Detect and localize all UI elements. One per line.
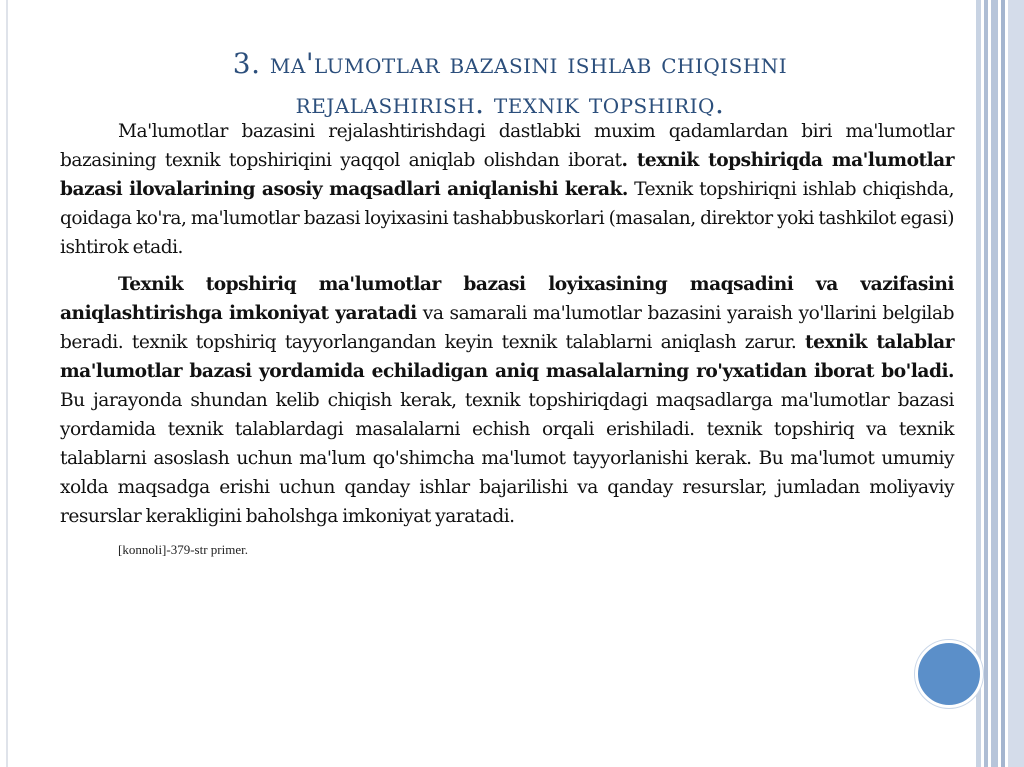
slide-title-line-2: rejalashirish. texnik topshiriq. [295,87,725,120]
frame-stripe [1001,0,1005,767]
slide-title-line-1: 3. ma'lumotlar bazasini ishlab chiqishni [232,47,788,80]
paragraph-1-text: Ma'lumotlar bazasini rejalashtirishdagi dastlabki muxim qadamlardan biri ma'lumotlar bazasining texnik topshiriqini yaqqol aniqlab olishdan iborat [60,121,954,171]
paragraph-1-text-end: Texnik topshiriqni ishlab chiqishda, qoidaga ko'ra, ma'lumotlar bazasi loyixasini tashabbuskorlari (masalan, direktor yoki tashkilot egasi) ishtirok etadi. [60,179,954,258]
paragraph-2-bold-lead: Texnik topshiriq ma'lumotlar bazasi loyixasining maqsadini va vazifasini aniqlashtirishga imkoniyat yaratadi [60,274,954,324]
paragraph-1 [60,117,954,262]
paragraph-2-bold-text: texnik talablar ma'lumotlar bazasi yordamida echiladigan aniq masalalarning ro'yxatidan iborat bo'ladi. [60,332,954,382]
frame-stripe [984,0,988,767]
frame-stripe [1008,0,1024,767]
slide-title [60,44,960,124]
paragraph-2-text-end: Bu jarayonda shundan kelib chiqish kerak, texnik topshiriqdagi maqsadlarga ma'lumotlar bazasi yordamida texnik talablardagi masalalarni echish orqali erishiladi. texnik topshiriq va texnik talablarni asoslash uchun ma'lum qo'shimcha ma'lumot tayyorlanishi kerak. Bu ma'lumot umumiy xolda maqsadga erishi uchun qanday ishlar bajarilishi va qanday resurslar, jumladan moliyaviy resurslar kerakligini baholshga imkoniyat yaratadi. [60,390,954,527]
paragraph-2 [60,270,954,531]
paragraph-2-text: va samarali ma'lumotlar bazasini yaraish yo'llarini belgilab beradi. texnik topshiriq tayyorlangandan keyin texnik talablarni aniqlash zarur. [60,303,954,353]
decorative-circle [915,640,983,708]
paragraph-1-period: . [621,150,628,171]
right-decorative-frame [976,0,1024,767]
reference-note: [konnoli]-379-str primer. [118,542,248,557]
left-border-line [6,0,8,767]
frame-stripe [976,0,981,767]
frame-stripe [991,0,998,767]
slide-body [60,117,954,559]
paragraph-1-bold-text: texnik topshiriqda ma'lumotlar bazasi ilovalarining asosiy maqsadlari aniqlanishi kerak. [60,150,954,200]
